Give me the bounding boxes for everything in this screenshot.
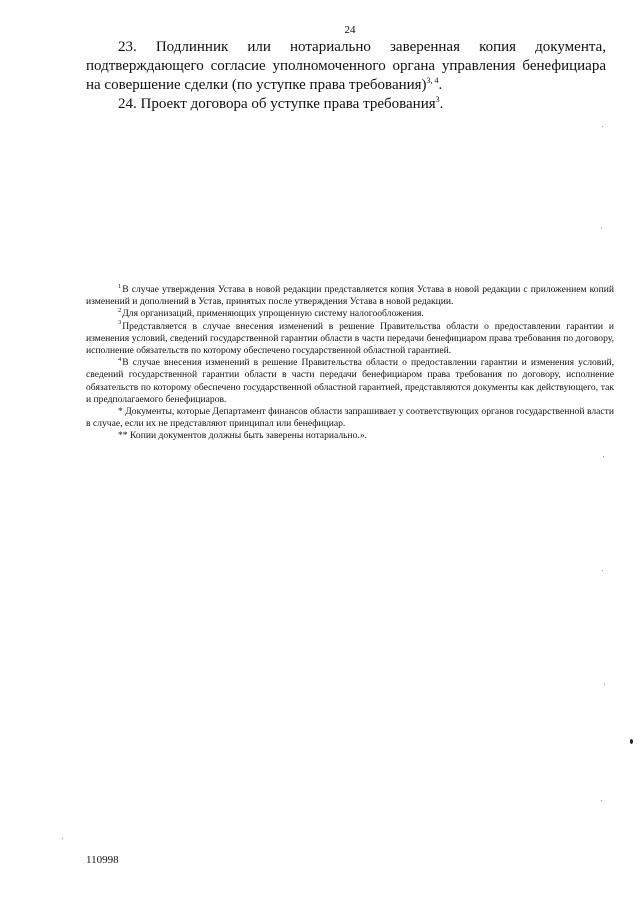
footnote-text: * Документы, которые Департамент финансов области запрашивает у соответствующих органов государственной власти в случае, если их не представляют принципал или бенефициар.: [86, 406, 614, 430]
footnote-mark: 1: [118, 282, 122, 290]
footnote-text: В случае внесения изменений в решение Правительства области о предоставлении гарантии и изменения условий, сведений государственной гарантии области в части передачи бенефициаром права требования по договору, исполнение обязательств по которому обеспечено государственной областной гарантией, представляются документы как действующего, так и предполагаемого бенефициаров.: [86, 357, 614, 405]
scan-blot: [630, 739, 633, 744]
footnote-text: В случае утверждения Устава в новой редакции представляется копия Устава в новой редакции с приложением копий изменений и дополнений в Устав, принятых после утверждения Устава в новой редакции.: [86, 284, 614, 308]
scan-speck: [602, 570, 603, 571]
footnotes: [86, 284, 614, 443]
document-body: [86, 38, 606, 114]
list-item-24: [86, 95, 606, 114]
footnote-star: [86, 406, 614, 430]
footnote-mark: 2: [118, 307, 122, 315]
footnote-text: Представляется в случае внесения изменений в решение Правительства области о предоставлении гарантии и изменения условий, сведений государственной гарантии области в части передачи бенефициаром права требования по договору, исполнение обязательств по которому обеспечено государственной областной гарантией.: [86, 320, 614, 357]
footnote-text: Для организаций, применяющих упрощенную систему налогообложения.: [122, 308, 424, 320]
scan-speck: [603, 456, 604, 457]
footnote-2: [86, 308, 614, 320]
list-item-tail: .: [438, 77, 443, 93]
list-item-tail: .: [439, 96, 444, 112]
list-item-23: [86, 38, 606, 95]
footnote-mark: 3: [118, 319, 122, 327]
scan-speck: [601, 228, 602, 229]
scan-speck: [604, 684, 605, 685]
footnote-3: [86, 321, 614, 358]
document-code: 110998: [86, 854, 119, 866]
scan-speck: [602, 126, 603, 127]
footnote-double-star: [86, 430, 614, 442]
page-number: 24: [344, 24, 356, 36]
scan-speck: [62, 838, 63, 839]
footnote-ref: 3, 4: [426, 76, 439, 85]
list-item-text: 24. Проект договора об уступке права требования: [118, 96, 436, 112]
footnote-mark: 4: [118, 356, 122, 364]
scan-speck: [601, 800, 602, 801]
footnote-text: ** Копии документов должны быть заверены нотариально.».: [118, 430, 368, 442]
list-item-text: 23. Подлинник или нотариально заверенная копия документа, подтверждающего согласие уполномоченного органа управления бенефициара на совершение сделки (по уступке права требования): [86, 39, 606, 93]
footnote-4: [86, 357, 614, 406]
footnote-1: [86, 284, 614, 308]
footnote-ref: 3: [435, 95, 440, 104]
